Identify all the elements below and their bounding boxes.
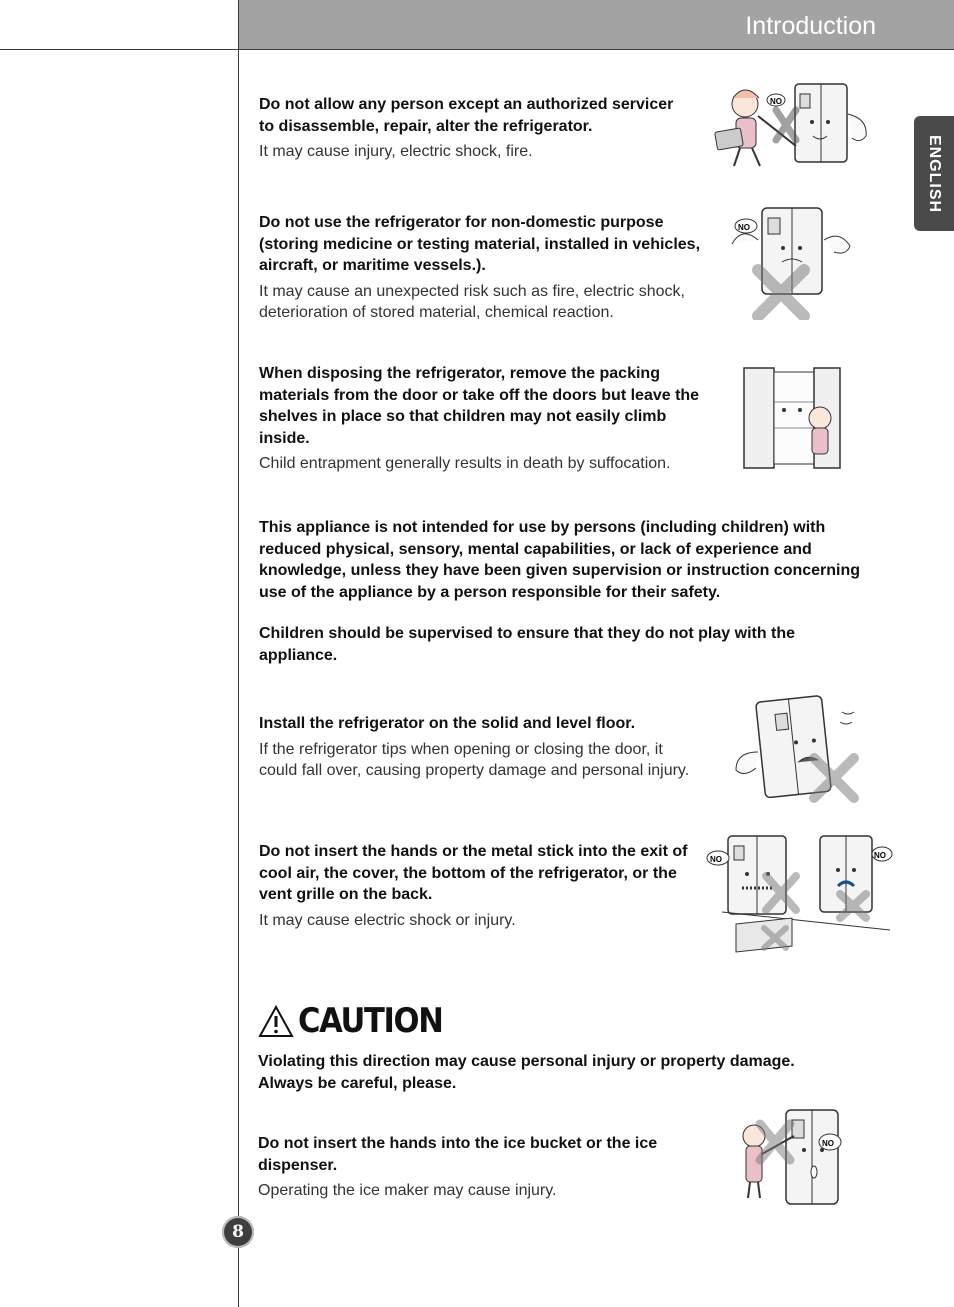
servicer-fridge-illustration xyxy=(700,74,875,174)
header-rule xyxy=(0,49,954,50)
warning-heading: Install the refrigerator on the solid and level floor. xyxy=(259,715,636,732)
non-domestic-illustration xyxy=(728,200,863,320)
caution-title: CAUTION xyxy=(298,1001,443,1041)
no-label: NO xyxy=(822,1139,834,1148)
vent-grille-illustration xyxy=(702,828,894,960)
page-number: 8 xyxy=(222,1216,254,1248)
ice-dispenser-illustration xyxy=(734,1106,852,1206)
warning-text: It may cause electric shock or injury. xyxy=(259,911,516,929)
warning-item xyxy=(259,94,689,163)
warning-item xyxy=(259,713,699,782)
disposal-illustration xyxy=(738,362,848,474)
caution-intro xyxy=(258,1051,818,1094)
warning-item xyxy=(259,363,714,475)
caution-intro-text: Violating this direction may cause personal injury or property damage. Always be careful, please. xyxy=(258,1053,795,1092)
warning-heading: Do not insert the hands or the metal stick into the exit of cool air, the cover, the bottom of the refrigerator, or the vent grille on the back. xyxy=(259,843,688,903)
no-label: NO xyxy=(874,851,886,860)
tipping-fridge-illustration xyxy=(730,692,870,804)
language-tab-label: ENGLISH xyxy=(926,134,943,213)
warning-item xyxy=(259,623,859,666)
warning-triangle-icon xyxy=(258,1004,294,1040)
caution-heading-text: Do not insert the hands into the ice bucket or the ice dispenser. xyxy=(258,1135,658,1174)
warning-item xyxy=(259,212,704,324)
caution-item xyxy=(258,1133,688,1202)
warning-heading: When disposing the refrigerator, remove the packing materials from the door or take off the doors but leave the shelves in place so that children may not easily climb inside. xyxy=(259,365,700,447)
caution-text: Operating the ice maker may cause injury. xyxy=(258,1182,557,1199)
warning-heading: Do not use the refrigerator for non-domestic purpose (storing medicine or testing material, installed in vehicles, aircraft, or maritime vessels.). xyxy=(259,214,701,274)
warning-heading: Do not allow any person except an authorized servicer to disassemble, repair, alter the refrigerator. xyxy=(259,96,674,135)
warning-text: If the refrigerator tips when opening or closing the door, it could fall over, causing property damage and personal injury. xyxy=(259,740,690,779)
warning-text: It may cause an unexpected risk such as fire, electric shock, deterioration of stored material, chemical reaction. xyxy=(259,282,685,321)
warning-text: Child entrapment generally results in death by suffocation. xyxy=(259,455,671,472)
warning-item xyxy=(259,841,699,931)
no-label: NO xyxy=(770,97,782,106)
page-title: Introduction xyxy=(745,12,876,40)
warning-text: It may cause injury, electric shock, fire. xyxy=(259,143,533,160)
header-band xyxy=(239,0,954,50)
warning-heading: Children should be supervised to ensure that they do not play with the appliance. xyxy=(259,625,796,664)
no-label: NO xyxy=(710,855,722,864)
warning-heading: This appliance is not intended for use by persons (including children) with reduced physical, sensory, mental capabilities, or lack of experience and knowledge, unless they have been given supervision or instruction concerning use of the appliance by a person responsible for their safety. xyxy=(259,519,861,601)
language-tab[interactable] xyxy=(914,116,954,231)
no-label: NO xyxy=(738,223,750,232)
warning-item xyxy=(259,517,874,603)
margin-rule xyxy=(238,0,239,1307)
